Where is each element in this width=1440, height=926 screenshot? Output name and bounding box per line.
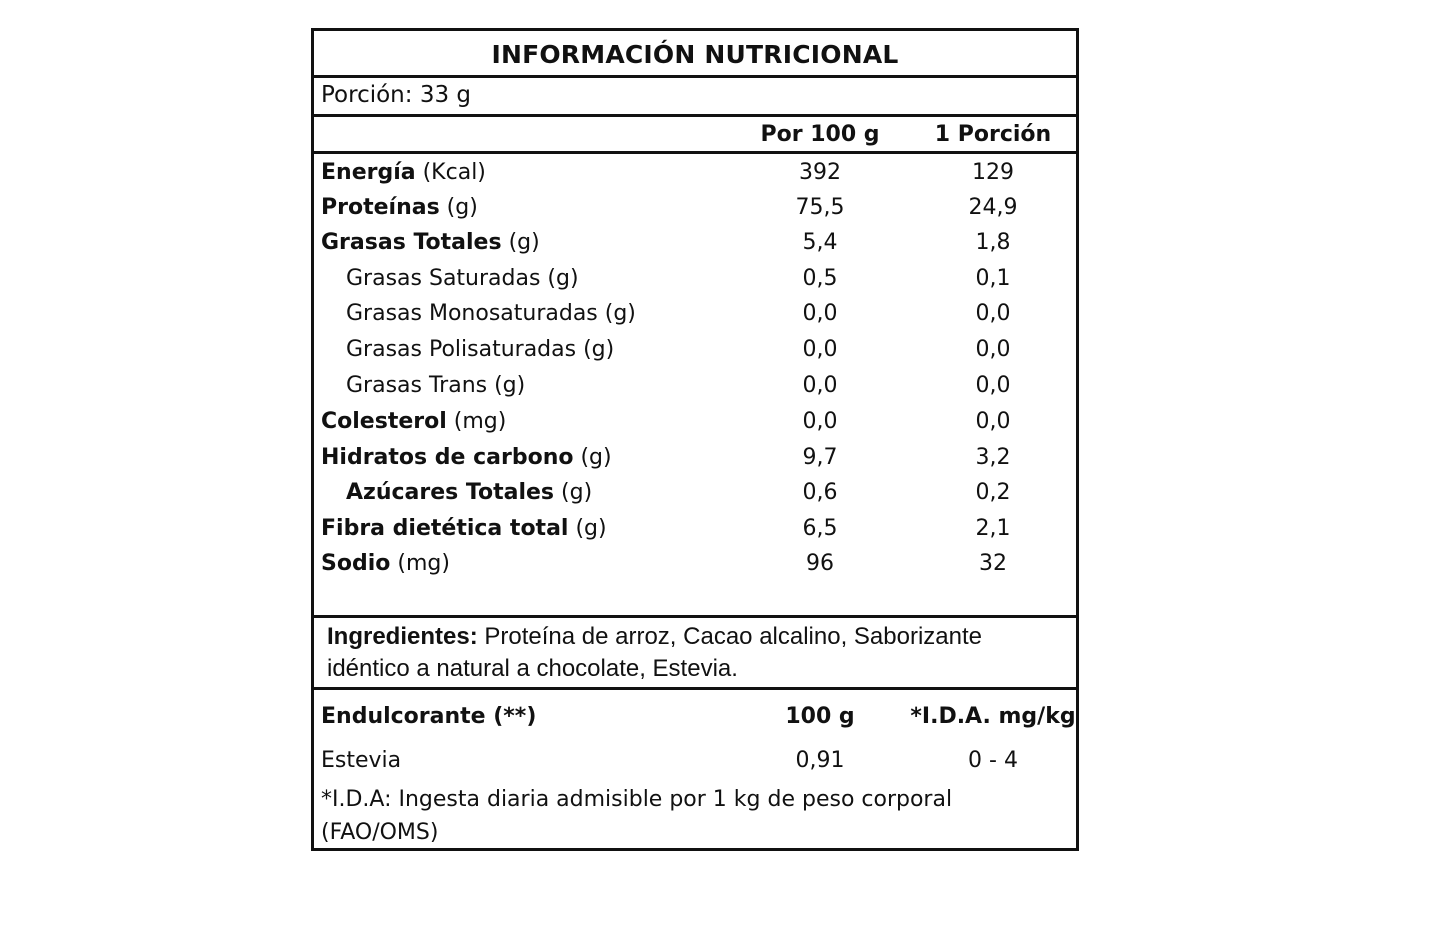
- nutrition-facts-panel: [311, 28, 1079, 851]
- divider: [314, 75, 1076, 78]
- portion-size: Porción: 33 g: [321, 82, 471, 108]
- divider: [314, 615, 1076, 618]
- value-per-100g: 96: [806, 551, 834, 576]
- footnote: [321, 783, 1021, 849]
- divider: [314, 687, 1076, 690]
- nutrient-name: Colesterol (mg): [321, 409, 507, 434]
- value-per-portion: 2,1: [975, 516, 1011, 541]
- value-per-portion: 0,1: [975, 266, 1011, 291]
- value-per-100g: 0,0: [802, 337, 838, 362]
- nutrient-row: [314, 160, 1076, 194]
- sweetener-header-ida: *I.D.A. mg/kg: [910, 704, 1076, 729]
- ingredients-line: Proteína de arroz, Cacao alcalino, Saborizante: [477, 623, 982, 650]
- value-per-portion: 32: [979, 551, 1007, 576]
- divider: [314, 151, 1076, 154]
- value-per-100g: 0,5: [802, 266, 838, 291]
- column-header-per-100g: Por 100 g: [760, 122, 880, 147]
- nutrient-name: Fibra dietética total (g): [321, 516, 607, 541]
- nutrient-name: Grasas Totales (g): [321, 230, 540, 255]
- value-per-100g: 0,6: [802, 480, 838, 505]
- nutrient-row: [314, 409, 1076, 443]
- nutrient-row: [314, 301, 1076, 335]
- value-per-100g: 75,5: [795, 195, 845, 220]
- value-per-portion: 0,0: [975, 337, 1011, 362]
- label-title: INFORMACIÓN NUTRICIONAL: [491, 40, 899, 69]
- nutrient-name: Hidratos de carbono (g): [321, 445, 612, 470]
- nutrient-name: Energía (Kcal): [321, 160, 486, 185]
- footnote-line: (FAO/OMS): [321, 820, 439, 845]
- sweetener-per-100g: 0,91: [795, 748, 845, 773]
- value-per-100g: 5,4: [802, 230, 838, 255]
- value-per-portion: 0,0: [975, 373, 1011, 398]
- nutrient-row: [314, 516, 1076, 550]
- divider: [314, 114, 1076, 117]
- nutrient-row: [314, 266, 1076, 300]
- sweetener-name: Estevia: [321, 748, 402, 773]
- nutrient-row: [314, 480, 1076, 514]
- value-per-portion: 3,2: [975, 445, 1011, 470]
- nutrient-row: [314, 230, 1076, 264]
- value-per-portion: 1,8: [975, 230, 1011, 255]
- nutrient-name: Azúcares Totales (g): [346, 480, 593, 505]
- nutrient-name: Grasas Polisaturadas (g): [346, 337, 615, 362]
- nutrient-name: Proteínas (g): [321, 195, 478, 220]
- nutrient-name: Sodio (mg): [321, 551, 450, 576]
- value-per-100g: 392: [799, 160, 841, 185]
- sweetener-header-per-100g: 100 g: [785, 704, 855, 729]
- ingredients-line: idéntico a natural a chocolate, Estevia.: [327, 655, 738, 682]
- value-per-portion: 0,0: [975, 409, 1011, 434]
- nutrient-name: Grasas Saturadas (g): [346, 266, 579, 291]
- value-per-100g: 0,0: [802, 409, 838, 434]
- value-per-100g: 9,7: [802, 445, 838, 470]
- sweetener-ida: 0 - 4: [968, 748, 1018, 773]
- ingredients-text: [327, 621, 1067, 685]
- nutrient-row: [314, 551, 1076, 585]
- value-per-portion: 0,2: [975, 480, 1011, 505]
- nutrient-row: [314, 445, 1076, 479]
- value-per-portion: 129: [972, 160, 1014, 185]
- ingredients-label: Ingredientes:: [327, 623, 478, 650]
- column-header-portion: 1 Porción: [934, 122, 1052, 147]
- sweetener-header-label: Endulcorante (**): [321, 704, 537, 729]
- nutrient-row: [314, 373, 1076, 407]
- nutrient-name: Grasas Trans (g): [346, 373, 526, 398]
- nutrient-row: [314, 195, 1076, 229]
- nutrient-row: [314, 337, 1076, 371]
- value-per-100g: 0,0: [802, 373, 838, 398]
- nutrient-name: Grasas Monosaturadas (g): [346, 301, 636, 326]
- value-per-portion: 24,9: [968, 195, 1018, 220]
- value-per-100g: 0,0: [802, 301, 838, 326]
- footnote-line: *I.D.A: Ingesta diaria admisible por 1 kg de peso corporal: [321, 787, 953, 812]
- value-per-portion: 0,0: [975, 301, 1011, 326]
- value-per-100g: 6,5: [802, 516, 838, 541]
